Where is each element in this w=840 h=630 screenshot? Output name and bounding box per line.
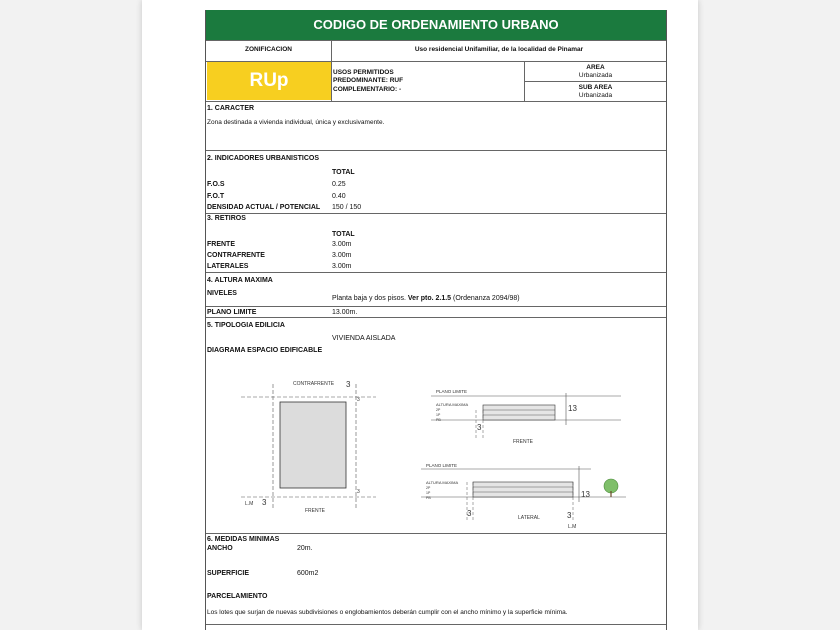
densidad-label: DENSIDAD ACTUAL / POTENCIAL bbox=[207, 204, 321, 211]
front-altura-maxima-label: ALTURA MAXIMA bbox=[436, 402, 469, 407]
front-height-13: 13 bbox=[568, 404, 577, 413]
lateral-pb-label: PB bbox=[426, 496, 431, 500]
ancho-value: 20m. bbox=[297, 545, 313, 552]
tipologia-value: VIVIENDA AISLADA bbox=[332, 335, 396, 342]
niveles-label: NIVELES bbox=[207, 290, 237, 297]
plan-setback-3-top: 3 bbox=[346, 380, 351, 389]
area-value: Urbanizada bbox=[578, 72, 613, 79]
retiros-total-label: TOTAL bbox=[332, 231, 355, 238]
lateral-setback-3-right: 3 bbox=[567, 511, 572, 520]
plano-limite-value: 13.00m. bbox=[332, 309, 358, 316]
contrafrente-value: 3.00m bbox=[332, 252, 352, 259]
superficie-label: SUPERFICIE bbox=[207, 570, 250, 577]
medidas-heading: 6. MEDIDAS MINIMAS bbox=[207, 536, 280, 543]
parcelamiento-text: Los lotes que surjan de nuevas subdivisiones o englobamientos deberán cumplir con el ancho mínimo y la superficie mínima. bbox=[207, 609, 568, 616]
area-label: AREA bbox=[586, 64, 605, 71]
plan-setback-3-right: 3 bbox=[357, 397, 360, 403]
front-1p-label: 1P bbox=[436, 413, 441, 417]
fot-label: F.O.T bbox=[207, 193, 225, 200]
lateral-height-13: 13 bbox=[581, 490, 590, 499]
complementario-label: COMPLEMENTARIO: - bbox=[333, 86, 402, 93]
front-plano-limite-label: PLANO LIMITE bbox=[436, 389, 468, 394]
subarea-value: Urbanizada bbox=[578, 92, 613, 99]
niveles-value: Planta baja y dos pisos. Ver pto. 2.1.5 (Ordenanza 2094/98) bbox=[332, 295, 520, 302]
zonificacion-value: Uso residencial Unifamiliar, de la localidad de Pinamar bbox=[414, 46, 584, 53]
indicadores-total-label: TOTAL bbox=[332, 169, 355, 176]
plan-setback-3-left: 3 bbox=[262, 498, 267, 507]
contrafrente-label: CONTRAFRENTE bbox=[207, 252, 265, 259]
plan-lm-label: L.M bbox=[245, 501, 254, 507]
lateral-1p-label: 1P bbox=[426, 491, 431, 495]
ancho-label: ANCHO bbox=[207, 545, 233, 552]
front-frente-label: FRENTE bbox=[513, 439, 533, 445]
lateral-setback-3: 3 bbox=[467, 509, 472, 518]
zoning-document bbox=[205, 10, 667, 630]
altura-heading: 4. ALTURA MAXIMA bbox=[207, 277, 273, 284]
front-2p-label: 2P bbox=[436, 408, 441, 412]
frente-label: FRENTE bbox=[207, 241, 235, 248]
indicadores-heading: 2. INDICADORES URBANISTICOS bbox=[207, 155, 320, 162]
parcelamiento-label: PARCELAMIENTO bbox=[207, 593, 268, 600]
lateral-altura-maxima-label: ALTURA MAXIMA bbox=[426, 480, 459, 485]
diagrama-label: DIAGRAMA ESPACIO EDIFICABLE bbox=[207, 347, 323, 354]
lateral-2p-label: 2P bbox=[426, 486, 431, 490]
plan-setback-3-bottom: 3 bbox=[357, 489, 360, 495]
subarea-label: SUB AREA bbox=[578, 84, 613, 91]
densidad-value: 150 / 150 bbox=[332, 204, 362, 211]
frente-value: 3.00m bbox=[332, 241, 352, 248]
plan-view-diagram bbox=[241, 374, 376, 514]
plan-contrafrente-label: CONTRAFRENTE bbox=[293, 381, 335, 387]
lateral-label: LATERAL bbox=[518, 515, 540, 521]
tipologia-heading: 5. TIPOLOGIA EDILICIA bbox=[207, 322, 285, 329]
fos-value: 0.25 bbox=[332, 181, 346, 188]
plan-frente-label: FRENTE bbox=[305, 508, 325, 514]
zone-code-badge: RUp bbox=[207, 62, 331, 100]
lateral-plano-limite-label: PLANO LIMITE bbox=[426, 463, 458, 468]
caracter-text: Zona destinada a vivienda individual, única y exclusivamente. bbox=[207, 119, 385, 126]
predominante-label: PREDOMINANTE: RUF bbox=[333, 77, 404, 84]
fot-value: 0.40 bbox=[332, 193, 346, 200]
laterales-value: 3.00m bbox=[332, 263, 352, 270]
lateral-lm-label: L.M bbox=[568, 524, 577, 530]
zonificacion-label: ZONIFICACION bbox=[245, 46, 292, 53]
lateral-elevation-diagram bbox=[421, 460, 631, 532]
plano-limite-label: PLANO LIMITE bbox=[207, 309, 257, 316]
superficie-value: 600m2 bbox=[297, 570, 319, 577]
tree-icon bbox=[604, 479, 618, 493]
buildable-area bbox=[280, 402, 346, 488]
fos-label: F.O.S bbox=[207, 181, 225, 188]
front-pb-label: PB bbox=[436, 418, 441, 422]
front-setback-3: 3 bbox=[477, 423, 482, 432]
front-elevation-diagram bbox=[431, 380, 626, 450]
caracter-heading: 1. CARACTER bbox=[207, 105, 255, 112]
retiros-heading: 3. RETIROS bbox=[207, 215, 246, 222]
usos-permitidos-label: USOS PERMITIDOS bbox=[333, 69, 394, 76]
laterales-label: LATERALES bbox=[207, 263, 249, 270]
document-title: CODIGO DE ORDENAMIENTO URBANO bbox=[206, 10, 666, 40]
